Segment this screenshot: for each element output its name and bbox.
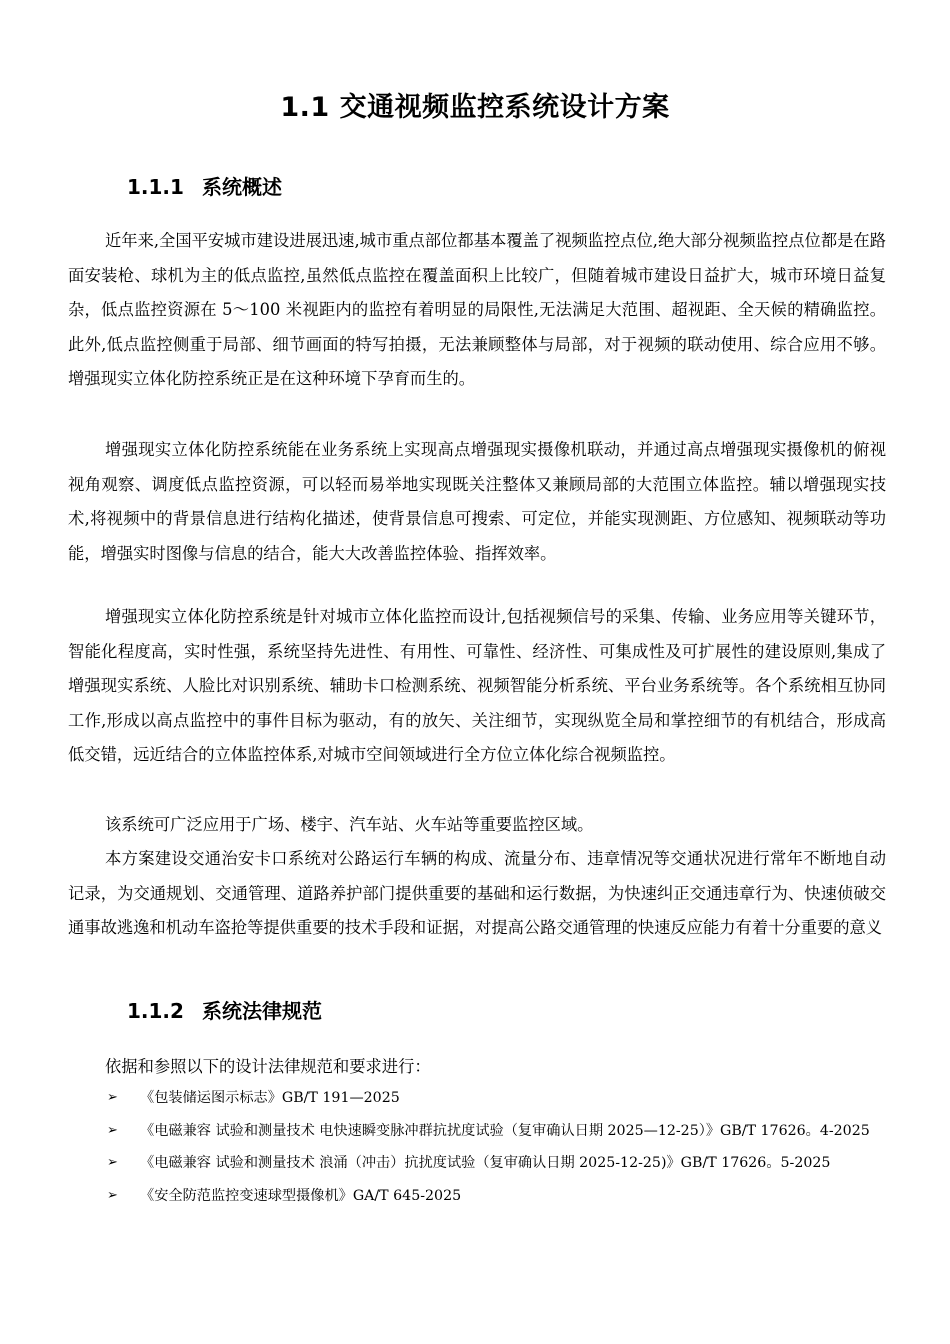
document-title: 1.1 交通视频监控系统设计方案 [280,92,670,123]
section-number: 1.1.2 [127,999,184,1023]
section-number: 1.1.1 [127,175,184,199]
section-heading-text: 系统概述 [202,175,282,199]
arrowhead-bullet-icon: ➢ [107,1155,118,1170]
overview-paragraph: 本方案建设交通治安卡口系统对公路运行车辆的构成、流量分布、违章情况等交通状况进行常年不断地自动记录，为交通规划、交通管理、道路养护部门提供重要的基础和运行数据，为快速纠正交通违章行为、快速侦破交通事故逃逸和机动车盗抢等提供重要的技术手段和证据，对提高公路交通管理的快速反应能力有着十分重要的意义 [68,849,886,938]
regulations-intro: 依据和参照以下的设计法律规范和要求进行： [105,1057,431,1076]
list-item [0,1083,880,1114]
section-heading-regulations [127,996,322,1026]
list-item [0,1116,880,1147]
overview-paragraph: 增强现实立体化防控系统是针对城市立体化监控而设计,包括视频信号的采集、传输、业务应用等关键环节，智能化程度高，实时性强，系统坚持先进性、有用性、可靠性、经济性、可集成性及可扩展性的建设原则,集成了增强现实系统、人脸比对识别系统、辅助卡口检测系统、视频智能分析系统、平台业务系统等。各个系统相互协同工作,形成以高点监控中的事件目标为驱动，有的放矢、关注细节，实现纵览全局和掌控细节的有机结合，形成高低交错，远近结合的立体监控体系,对城市空间领域进行全方位立体化综合视频监控。 [68,607,886,765]
overview-paragraph: 增强现实立体化防控系统能在业务系统上实现高点增强现实摄像机联动，并通过高点增强现实摄像机的俯视视角观察、调度低点监控资源，可以轻而易举地实现既关注整体又兼顾局部的大范围立体监控。辅以增强现实技术,将视频中的背景信息进行结构化描述，使背景信息可搜索、可定位，并能实现测距、方位感知、视频联动等功能，增强实时图像与信息的结合，能大大改善监控体验、指挥效率。 [68,440,886,563]
arrowhead-bullet-icon: ➢ [107,1122,118,1138]
standard-text: 《电磁兼容 试验和测量技术 电快速瞬变脉冲群抗扰度试验（复审确认日期 2025—12-25）》GB/T 17626。4-2025 [140,1122,870,1139]
arrowhead-bullet-icon: ➢ [107,1187,118,1203]
section-heading-overview [127,172,282,202]
standard-text: 《包装储运图示标志》GB/T 191—2025 [140,1090,400,1106]
overview-paragraph: 近年来,全国平安城市建设进展迅速,城市重点部位都基本覆盖了视频监控点位,绝大部分视频监控点位都是在路面安装枪、球机为主的低点监控,虽然低点监控在覆盖面积上比较广，但随着城市建设日益扩大，城市环境日益复杂，低点监控资源在 5～100 米视距内的监控有着明显的局限性,无法满足大范围、超视距、全天候的精确监控。此外,低点监控侧重于局部、细节画面的特写拍摄，无法兼顾整体与局部，对于视频的联动使用、综合应用不够。增强现实立体化防控系统正是在这种环境下孕育而生的。 [68,231,886,389]
list-item [0,1148,880,1179]
section-heading-text: 系统法律规范 [202,999,322,1023]
standard-text: 《安全防范监控变速球型摄像机》GA/T 645-2025 [140,1187,462,1204]
arrowhead-bullet-icon: ➢ [107,1090,118,1105]
standards-list [0,1083,950,1211]
list-item [0,1181,880,1212]
standard-text: 《电磁兼容 试验和测量技术 浪涌（冲击）抗扰度试验（复审确认日期 2025-12-25)》GB/T 17626。5-2025 [140,1155,831,1171]
overview-paragraph: 该系统可广泛应用于广场、楼宇、汽车站、火车站等重要监控区域。 [105,815,594,834]
